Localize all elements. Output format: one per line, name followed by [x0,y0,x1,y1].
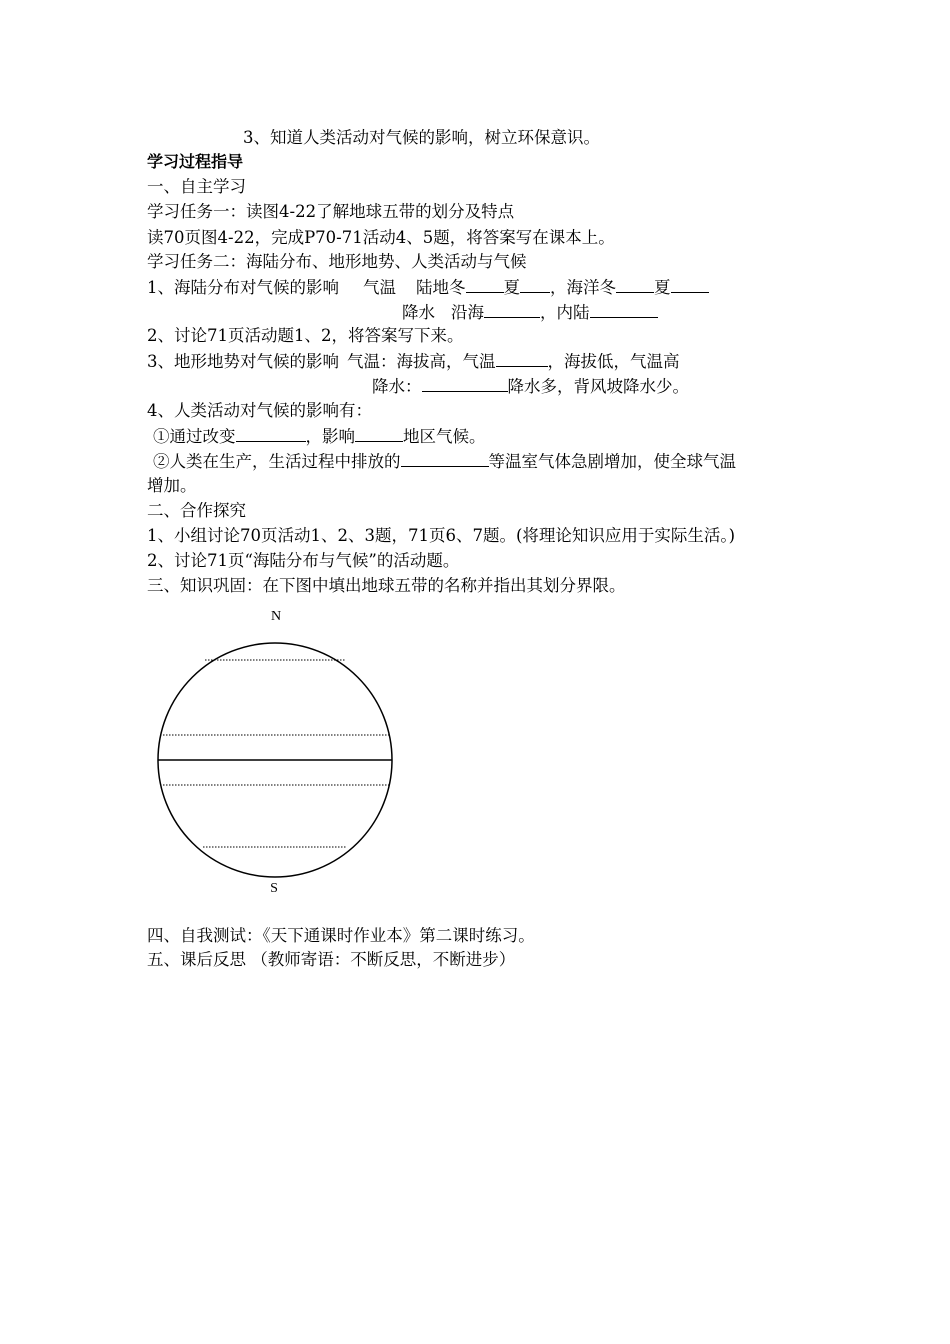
globe-diagram [145,600,405,900]
blank-altitude-temp[interactable] [496,350,548,367]
q2: 2、讨论71页活动题1、2，将答案写下来。 [147,326,464,345]
q4-b3: 增加。 [147,476,197,495]
blank-gas[interactable] [401,450,489,467]
q4-lead: 4、人类活动对气候的影响有： [147,401,372,420]
section-3-title: 三、知识巩固：在下图中填出地球五带的名称并指出其划分界限。 [147,576,626,595]
q4-item-b [153,450,736,473]
q1-row2 [402,301,658,324]
q4-a1: ①通过改变 [153,427,236,446]
section-heading: 学习过程指导 [147,152,244,171]
section-2-title: 二、合作探究 [147,501,246,520]
blank-land-winter[interactable] [466,276,504,293]
q4-b1: ②人类在生产，生活过程中排放的 [153,452,401,471]
q4-a2: ，影响 [305,427,355,446]
blank-coast[interactable] [484,301,540,318]
task-2: 学习任务二：海陆分布、地形地势、人类活动与气候 [147,252,527,271]
q3-temp-a: 气温：海拔高，气温 [347,352,496,371]
q1-row1 [147,276,709,299]
blank-inland[interactable] [590,301,658,318]
q1-land-winter: 陆地冬 [416,278,466,297]
q1-land-summer: 夏 [503,278,520,297]
q4-a3: 地区气候。 [403,427,486,446]
q1-sea-summer: 夏 [654,278,671,297]
north-label: N [270,609,282,624]
q3-row1 [147,350,680,373]
q3-row2 [372,375,689,398]
task-1: 学习任务一：读图4-22了解地球五带的划分及特点 [147,202,515,221]
task-1-detail: 读70页图4-22，完成P70-71活动4、5题，将答案写在课本上。 [147,228,615,247]
q4-b2: 等温室气体急剧增加，使全球气温 [488,452,736,471]
q3-precip-a: 降水： [372,377,422,396]
south-label: S [270,881,278,896]
q4-item-a [153,425,486,448]
blank-sea-winter[interactable] [616,276,654,293]
blank-sea-summer[interactable] [671,276,709,293]
blank-change[interactable] [236,425,306,442]
blank-land-summer[interactable] [520,276,550,293]
section-1-title: 一、自主学习 [147,177,246,196]
q3-precip-b: 降水多，背风坡降水少。 [507,377,689,396]
q1-coast: 沿海 [451,303,484,322]
q1-lead: 1、海陆分布对气候的影响 [147,278,339,297]
section-4-title: 四、自我测试：《天下通课时作业本》第二课时练习。 [147,926,535,945]
q1-sea-winter: ，海洋冬 [550,278,616,297]
blank-windward[interactable] [422,375,508,392]
q3-temp-b: ，海拔低，气温高 [547,352,680,371]
section-5-title: 五、课后反思 （教师寄语：不断反思，不断进步） [147,950,516,969]
section-2-item-2: 2、讨论71页“海陆分布与气候”的活动题。 [147,551,460,570]
q3-lead: 3、地形地势对气候的影响 [147,352,339,371]
blank-region[interactable] [355,425,403,442]
section-2-item-1: 1、小组讨论70页活动1、2、3题，71页6、7题。(将理论知识应用于实际生活。) [147,526,736,545]
q1-precip: 降水 [402,303,435,322]
q1-inland: ，内陆 [540,303,590,322]
q1-temp: 气温 [363,278,396,297]
objective-3: 3、知道人类活动对气候的影响，树立环保意识。 [243,128,600,147]
